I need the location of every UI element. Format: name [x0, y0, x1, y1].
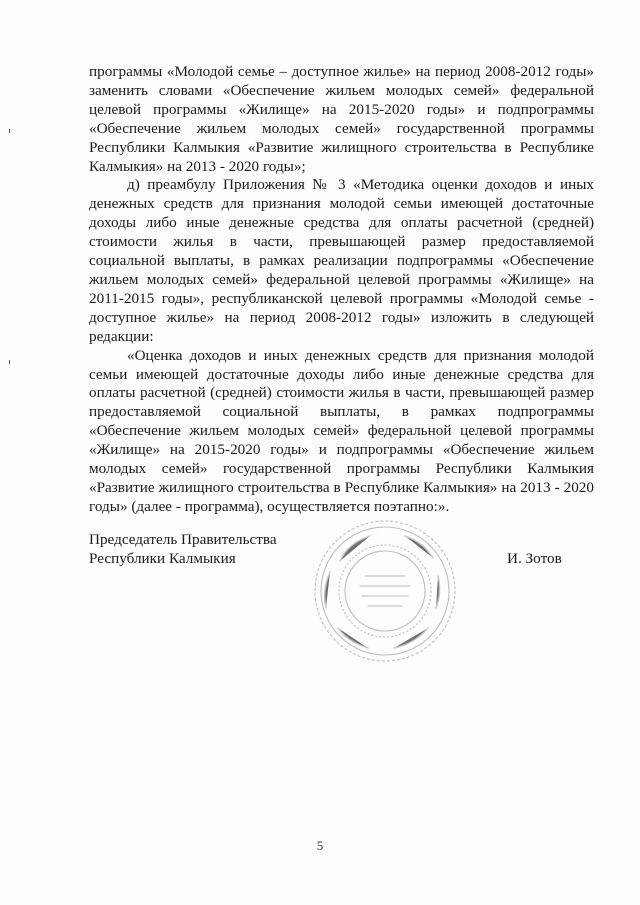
paragraph-continuation: программы «Молодой семье – доступное жилье» на период 2008-2012 годы» заменить словами «Обеспечение жильем молодых семей» федеральной целевой программы «Жилище» на 2015-2020 годы» и подпрограммы «Обеспечение жильем молодых семей» государственной программы Республики Калмыкия «Развитие жилищного строительства в Республике Калмыкия» на 2013 - 2020 годы»;: [89, 63, 594, 175]
margin-tick-mark: [9, 360, 10, 364]
signatory-position-line2: Республики Калмыкия: [89, 550, 236, 567]
page-number: 5: [316, 838, 324, 853]
document-body: [89, 63, 594, 517]
paragraph-quoted-preamble: «Оценка доходов и иных денежных средств для признания молодой семьи имеющей достаточные доходы либо иные денежные средства для оплаты расчетной (средней) стоимости жилья в части, превышающей размер предоставляемой социальной выплаты, в рамках подпрограммы «Обеспечение жильем молодых семей» федеральной целевой программы «Жилище» на 2015-2020 годы» и подпрограммы «Обеспечение жильем молодых семей» государственной программы Республики Калмыкия «Развитие жилищного строительства в Республике Калмыкия» на 2013 - 2020 годы» (далее - программа), осуществляется поэтапно:».: [89, 346, 594, 515]
signatory-position: [89, 530, 277, 568]
signatory-name: И. Зотов: [507, 550, 562, 567]
signatory-position-line1: Председатель Правительства: [89, 531, 277, 548]
round-seal-icon: [310, 516, 460, 666]
paragraph-item-d: д) преамбулу Приложения № 3 «Методика оценки доходов и иных денежных средств для признания молодой семьи имеющей достаточные доходы либо иные денежные средства для оплаты расчетной (средней) стоимости жилья в части, превышающей размер предоставляемой социальной выплаты, в рамках реализации подпрограммы «Обеспечение жильем молодых семей» федеральной целевой программы «Жилище» на 2011-2015 годы», республиканской целевой программы «Молодой семье - доступное жилье» на период 2008-2012 годы» изложить в следующей редакции:: [89, 176, 594, 345]
margin-tick-mark: [9, 129, 10, 133]
